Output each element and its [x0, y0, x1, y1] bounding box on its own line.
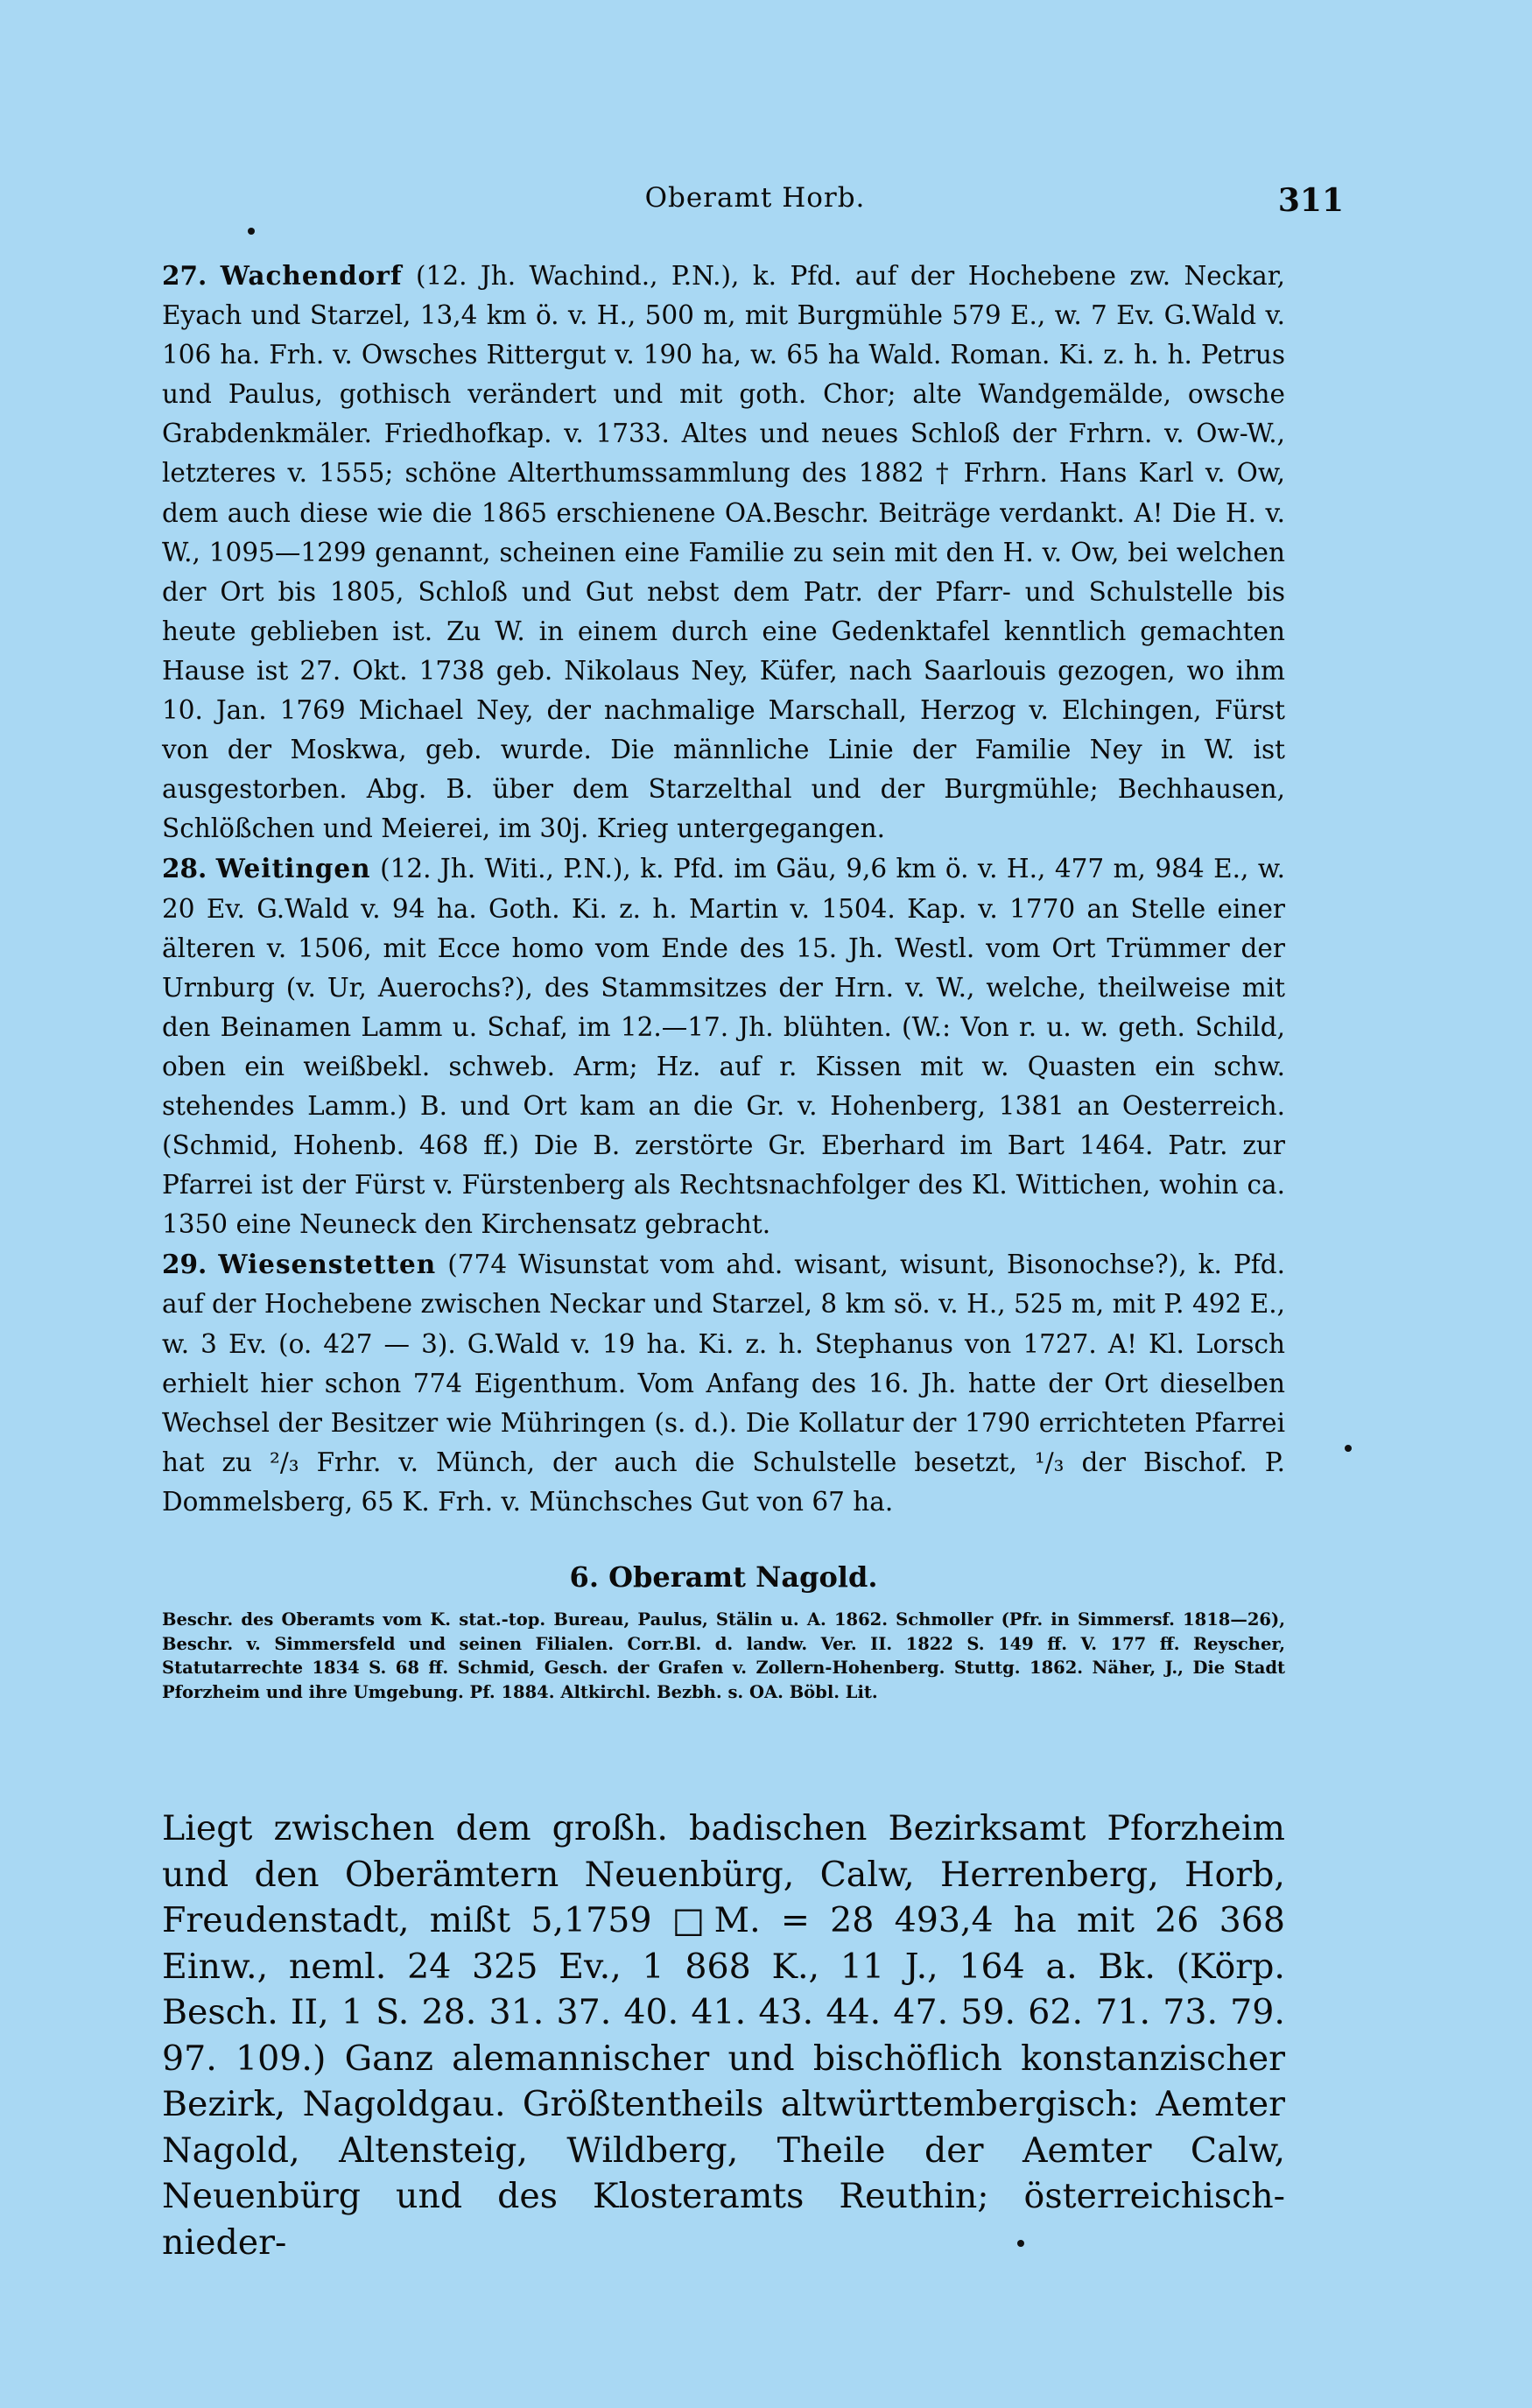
lead-paragraph: Liegt zwischen dem großh. badischen Bezirksamt Pforzheim und den Oberämtern Neuenbürg, Calw, Herrenberg, Horb, Freudenstadt, mißt 5,1759 □M. = 28 493,4 ha mit 26 368 Einw., neml. 24 325 Ev., 1 868 K., 11 J., 164 a. Bk. (Körp. Besch. II, 1 S. 28. 31. 37. 40. 41. 43. 44. 47. 59. 62. 71. 73. 79. 97. 109.) Ganz alemannischer und bischöflich konstanzischer Bezirk, Nagoldgau. Größtentheils altwürttembergisch: Aemter Nagold, Altensteig, Wildberg, Theile der Aemter Calw, Neuenbürg und des Klosteramts Reuthin; österreichisch-nieder- — [162, 1808, 1285, 2263]
entry-number: 27. — [162, 260, 207, 291]
running-header — [166, 182, 1344, 231]
entry-number: 29. — [162, 1249, 207, 1280]
lead-paragraph-block — [162, 1806, 1285, 2265]
entry-name: Wiesenstetten — [218, 1249, 437, 1280]
entry-name: Weitingen — [215, 853, 371, 884]
speck-mark — [1017, 2240, 1024, 2247]
entry-name: Wachendorf — [220, 260, 403, 291]
entry-text: (774 Wisunstat vom ahd. wisant, wisunt, Bisonochse?), k. Pfd. auf der Hochebene zwischen Neckar und Starzel, 8 km sö. v. H., 525 m, mit P. 492 E., w. 3 Ev. (o. 427 — 3). G.Wald v. 19 ha. Ki. z. h. Stephanus von 1727. A! Kl. Lorsch erhielt hier schon 774 Eigenthum. Vom Anfang des 16. Jh. hatte der Ort dieselben Wechsel der Besitzer wie Mühringen (s. d.). Die Kollatur der 1790 errichteten Pfarrei hat zu ²/₃ Frhr. v. Münch, der auch die Schulstelle besetzt, ¹/₃ der Bischof. P. Dommelsberg, 65 K. Frh. v. Münchsches Gut von 67 ha. — [162, 1250, 1285, 1517]
entry-wachendorf — [162, 256, 1285, 848]
running-title: Oberamt Horb. — [644, 182, 866, 214]
bibliography-block — [162, 1608, 1285, 1704]
section-heading: 6. Oberamt Nagold. — [569, 1560, 878, 1594]
entry-text: (12. Jh. Witi., P.N.), k. Pfd. im Gäu, 9,6 km ö. v. H., 477 m, 984 E., w. 20 Ev. G.Wald v. 94 ha. Goth. Ki. z. h. Martin v. 1504. Kap. v. 1770 an Stelle einer älteren v. 1506, mit Ecce homo vom Ende des 15. Jh. Westl. vom Ort Trümmer der Urnburg (v. Ur, Auerochs?), des Stammsitzes der Hrn. v. W., welche, theilweise mit den Beinamen Lamm u. Schaf, im 12.—17. Jh. blühten. (W.: Von r. u. w. geth. Schild, oben ein weißbekl. schweb. Arm; Hz. auf r. Kissen mit w. Quasten ein schw. stehendes Lamm.) B. und Ort kam an die Gr. v. Hohenberg, 1381 an Oesterreich. (Schmid, Hohenb. 468 ff.) Die B. zerstörte Gr. Eberhard im Bart 1464. Patr. zur Pfarrei ist der Fürst v. Fürstenberg als Rechtsnachfolger des Kl. Wittichen, wohin ca. 1350 eine Neuneck den Kirchensatz gebracht. — [162, 854, 1285, 1240]
entry-number: 28. — [162, 853, 207, 884]
page-number: 311 — [1277, 182, 1344, 219]
entry-text: (12. Jh. Wachind., P.N.), k. Pfd. auf der Hochebene zw. Neckar, Eyach und Starzel, 13,4 km ö. v. H., 500 m, mit Burgmühle 579 E., w. 7 Ev. G.Wald v. 106 ha. Frh. v. Owsches Rittergut v. 190 ha, w. 65 ha Wald. Roman. Ki. z. h. h. Petrus und Paulus, gothisch verändert und mit goth. Chor; alte Wandgemälde, owsche Grabdenkmäler. Friedhofkap. v. 1733. Altes und neues Schloß der Frhrn. v. Ow-W., letzteres v. 1555; schöne Alterthumssammlung des 1882 † Frhrn. Hans Karl v. Ow, dem auch diese wie die 1865 erschienene OA.Beschr. Beiträge verdankt. A! Die H. v. W., 1095—1299 genannt, scheinen eine Familie zu sein mit den H. v. Ow, bei welchen der Ort bis 1805, Schloß und Gut nebst dem Patr. der Pfarr- und Schulstelle bis heute geblieben ist. Zu W. in einem durch eine Gedenktafel kenntlich gemachten Hause ist 27. Okt. 1738 geb. Nikolaus Ney, Küfer, nach Saarlouis gezogen, wo ihm 10. Jan. 1769 Michael Ney, der nachmalige Marschall, Herzog v. Elchingen, Fürst von der Moskwa, geb. wurde. Die männliche Linie der Familie Ney in W. ist ausgestorben. Abg. B. über dem Starzelthal und der Burgmühle; Bechhausen, Schlößchen und Meierei, im 30j. Krieg untergegangen. — [162, 261, 1285, 844]
entry-weitingen — [162, 848, 1285, 1244]
entries-text — [162, 256, 1285, 1522]
bibliography-text: Beschr. des Oberamts vom K. stat.-top. Bureau, Paulus, Stälin u. A. 1862. Schmoller (Pfr. in Simmersf. 1818—26), Beschr. v. Simmersfeld und seinen Filialen. Corr.Bl. d. landw. Ver. II. 1822 S. 149 ff. V. 177 ff. Reyscher, Statutarrechte 1834 S. 68 ff. Schmid, Gesch. der Grafen v. Zollern-Hohenberg. Stuttg. 1862. Näher, J., Die Stadt Pforzheim und ihre Umgebung. Pf. 1884. Altkirchl. Bezbh. s. OA. Böbl. Lit. — [162, 1609, 1285, 1702]
speck-mark — [248, 228, 255, 235]
speck-mark — [1345, 1445, 1352, 1452]
entry-wiesenstetten — [162, 1244, 1285, 1522]
